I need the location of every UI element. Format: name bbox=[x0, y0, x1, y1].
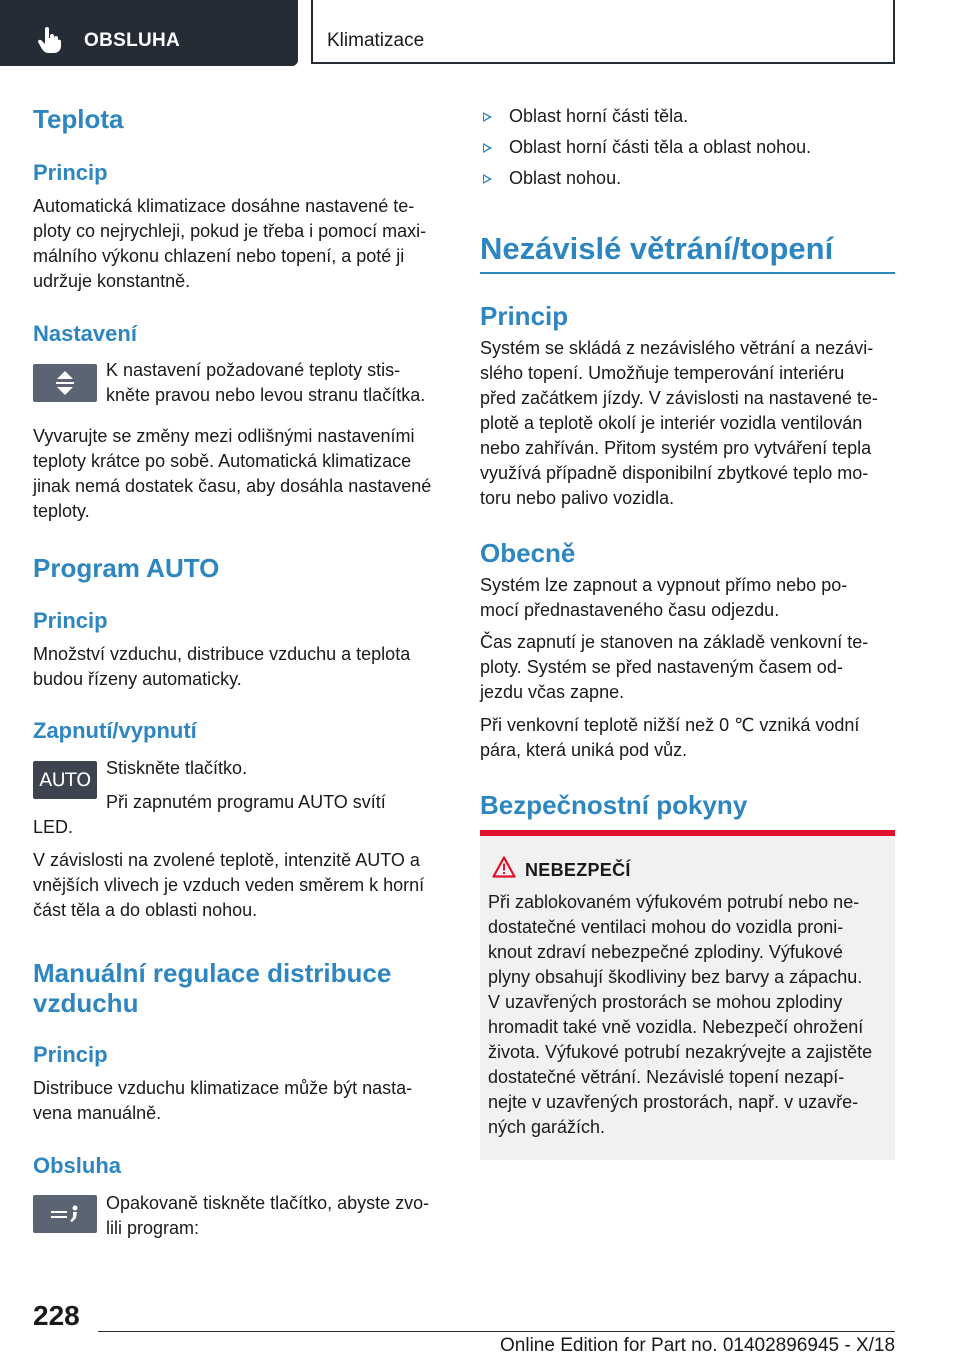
text-line: Stiskněte tlačítko. bbox=[106, 758, 248, 778]
heading-princip: Princip bbox=[33, 608, 108, 633]
text-line: Vyvarujte se změny mezi odlišnými nastaveními bbox=[33, 426, 415, 446]
paragraph-auto bbox=[33, 642, 453, 692]
chapter-title: Klimatizace bbox=[327, 30, 425, 51]
text-line: dostatečné větrání. Nezávislé topení nezapí- bbox=[488, 1067, 845, 1087]
text-line: před začátkem jízdy. V závislosti na nastavené te- bbox=[480, 388, 878, 408]
heading-nastaveni: Nastavení bbox=[33, 321, 137, 346]
triangle-bullet-icon bbox=[483, 143, 492, 153]
heading-obsluha: Obsluha bbox=[33, 1153, 122, 1178]
text-line: vena manuálně. bbox=[33, 1103, 162, 1123]
text-line: pára, která uniká pod vůz. bbox=[480, 740, 688, 760]
text-line: Při zapnutém programu AUTO svítí bbox=[106, 792, 386, 812]
text-line: mocí přednastaveného času odjezdu. bbox=[480, 600, 780, 620]
list-item-text: Oblast nohou. bbox=[509, 168, 622, 188]
text-line: slého topení. Umožňuje temperování interiéru bbox=[480, 363, 845, 383]
paragraph-obecne-3 bbox=[480, 713, 900, 763]
text-line: udržuje konstantně. bbox=[33, 271, 191, 291]
paragraph-manualni bbox=[33, 1076, 453, 1126]
paragraph-obsluha bbox=[106, 1191, 456, 1241]
text-line: část těla a do oblasti nohou. bbox=[33, 900, 258, 920]
text-line: knout zdraví nebezpečné zplodiny. Výfukové bbox=[488, 942, 843, 962]
text-line: LED. bbox=[33, 817, 74, 837]
air-distribution-icon bbox=[48, 1203, 82, 1225]
heading-bezpecnost: Bezpečnostní pokyny bbox=[480, 790, 748, 820]
warning-box bbox=[480, 836, 895, 1160]
text-line: plotě a teplotě okolí je interiér vozidla ventilován bbox=[480, 413, 863, 433]
warning-text bbox=[488, 890, 898, 1140]
list-item bbox=[480, 166, 895, 191]
text-line: jezdu včas zapne. bbox=[480, 682, 625, 702]
bullet-list bbox=[480, 104, 895, 191]
text-line: Distribuce vzduchu klimatizace může být nasta- bbox=[33, 1078, 413, 1098]
list-item bbox=[480, 104, 895, 129]
text-line: Čas zapnutí je stanoven na základě venkovní te- bbox=[480, 632, 869, 652]
text-line: Systém se skládá z nezávislého větrání a nezávi- bbox=[480, 338, 874, 358]
heading-manualni bbox=[33, 958, 391, 1018]
text-line: vnějších vlivech je vzduch veden směrem k horní bbox=[33, 875, 425, 895]
text-line: hromadit také vně vozidla. Nebezpečí ohrožení bbox=[488, 1017, 864, 1037]
text-line: málního výkonu chlazení nebo topení, a poté ji bbox=[33, 246, 405, 266]
auto-button bbox=[33, 761, 97, 799]
heading-line: Manuální regulace distribuce bbox=[33, 958, 392, 988]
paragraph-zavislost bbox=[33, 848, 453, 923]
text-line: Při zablokovaném výfukovém potrubí nebo ne- bbox=[488, 892, 860, 912]
heading-princip: Princip bbox=[480, 301, 569, 331]
warning-triangle-icon bbox=[492, 856, 516, 878]
text-line: budou řízeny automaticky. bbox=[33, 669, 242, 689]
edition-label: Online Edition for Part no. 01402896945 - X/18 bbox=[500, 1335, 896, 1356]
temperature-button bbox=[33, 364, 97, 402]
chapter-header bbox=[311, 0, 895, 64]
text-line: V závislosti na zvolené teplotě, intenzitě AUTO a bbox=[33, 850, 420, 870]
heading-underline bbox=[480, 272, 895, 274]
list-item bbox=[480, 135, 895, 160]
triangle-bullet-icon bbox=[483, 174, 492, 184]
hand-pointer-icon bbox=[36, 26, 64, 54]
page-header bbox=[0, 0, 960, 66]
text-line: kněte pravou nebo levou stranu tlačítka. bbox=[106, 385, 426, 405]
section-label: OBSLUHA bbox=[84, 30, 181, 51]
heading-program-auto: Program AUTO bbox=[33, 553, 220, 583]
text-line: teploty krátce po sobě. Automatická klimatizace bbox=[33, 451, 412, 471]
page-number: 228 bbox=[33, 1300, 80, 1331]
text-line: Množství vzduchu, distribuce vzduchu a teplota bbox=[33, 644, 411, 664]
heading-teplota: Teplota bbox=[33, 104, 124, 134]
text-line: dostatečné ventilaci mohou do vozidla proni- bbox=[488, 917, 844, 937]
heading-nezavisle: Nezávislé větrání/topení bbox=[480, 231, 834, 266]
heading-obecne: Obecně bbox=[480, 538, 576, 568]
triangle-bullet-icon bbox=[483, 112, 492, 122]
heading-princip: Princip bbox=[33, 160, 108, 185]
text-line: toru nebo palivo vozidla. bbox=[480, 488, 675, 508]
paragraph-obecne-2 bbox=[480, 630, 900, 705]
heading-line: vzduchu bbox=[33, 988, 139, 1018]
text-line: ploty. Systém se před nastaveným časem od- bbox=[480, 657, 843, 677]
text-line: lili program: bbox=[106, 1218, 200, 1238]
text-line: plyny obsahují škodliviny bez barvy a zápachu. bbox=[488, 967, 863, 987]
text-line: života. Výfukové potrubí nezakrývejte a zajistěte bbox=[488, 1042, 873, 1062]
list-item-text: Oblast horní části těla a oblast nohou. bbox=[509, 137, 812, 157]
paragraph-teplota bbox=[33, 194, 453, 294]
air-distribution-button bbox=[33, 1195, 97, 1233]
section-tab bbox=[0, 0, 298, 66]
heading-princip: Princip bbox=[33, 1042, 108, 1067]
footer-rule bbox=[98, 1331, 895, 1332]
paragraph-princip bbox=[480, 336, 900, 511]
auto-button-label: AUTO bbox=[39, 769, 91, 791]
text-line: jinak nemá dostatek času, aby dosáhla nastavené bbox=[33, 476, 432, 496]
text-line: Při venkovní teplotě nižší než 0 ℃ vzniká vodní bbox=[480, 715, 860, 735]
text-line: Automatická klimatizace dosáhne nastavené te- bbox=[33, 196, 415, 216]
text-line: V uzavřených prostorách se mohou zplodiny bbox=[488, 992, 843, 1012]
text-line: využívá případně disponibilní zbytkové teplo mo- bbox=[480, 463, 869, 483]
text-line: Opakovaně tiskněte tlačítko, abyste zvo- bbox=[106, 1193, 430, 1213]
text-line: nebo zahříván. Přitom systém pro vytváření tepla bbox=[480, 438, 872, 458]
paragraph-obecne-1 bbox=[480, 573, 900, 623]
text-line: ploty co nejrychleji, pokud je třeba i pomocí maxi- bbox=[33, 221, 427, 241]
paragraph-vyvarujte bbox=[33, 424, 453, 524]
text-line: Systém lze zapnout a vypnout přímo nebo po- bbox=[480, 575, 848, 595]
text-line: ných garážích. bbox=[488, 1117, 606, 1137]
up-down-arrows-icon bbox=[50, 368, 80, 398]
text-line: K nastavení požadované teploty stis- bbox=[106, 360, 401, 380]
heading-zapnuti: Zapnutí/vypnutí bbox=[33, 718, 197, 743]
list-item-text: Oblast horní části těla. bbox=[509, 106, 689, 126]
paragraph-nastaveni bbox=[106, 358, 456, 408]
text-line: nejte v uzavřených prostorách, např. v uzavře- bbox=[488, 1092, 859, 1112]
text-line: teploty. bbox=[33, 501, 90, 521]
warning-title: NEBEZPEČÍ bbox=[525, 860, 631, 880]
